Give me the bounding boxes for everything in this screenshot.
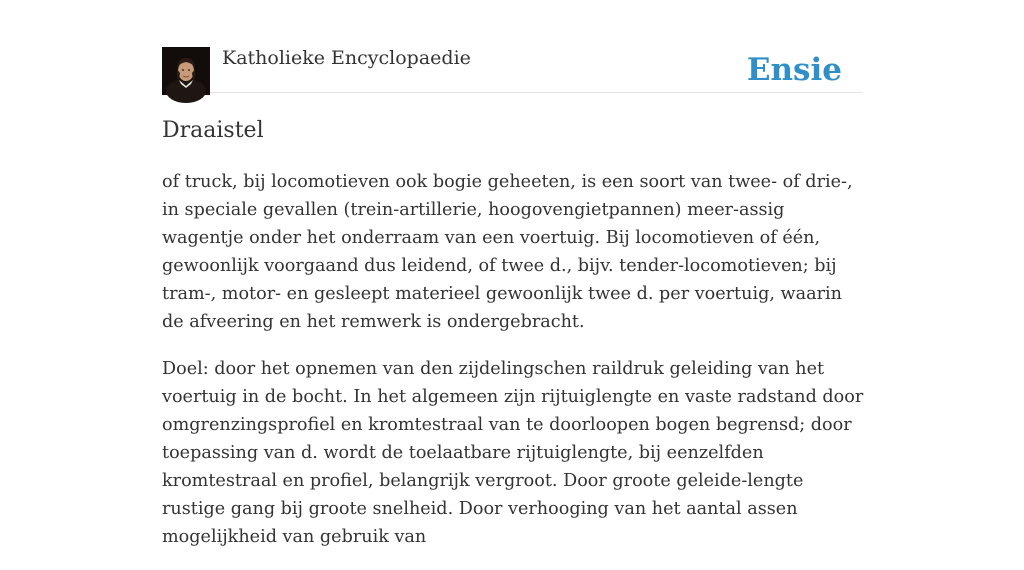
- article-paragraph: of truck, bij locomotieven ook bogie geheeten, is een soort van twee- of drie-, in speciale gevallen (trein-artillerie, hoogovengietpannen) meer-assig wagentje onder het onderraam van een voertuig. Bij locomotieven of één, gewoonlijk voorgaand dus leidend, of twee d., bijv. tender-locomotieven; bij tram-, motor- en gesleept materieel gewoonlijk twee d. per voertuig, waarin de afveering en het remwerk is ondergebracht.: [162, 172, 853, 332]
- article-paragraph: Doel: door het opnemen van den zijdelingschen raildruk geleiding van het voertuig in de bocht. In het algemeen zijn rijtuiglengte en vaste radstand door omgrenzingsprofiel en kromtestraal van te doorloopen bogen begrensd; door toepassing van d. wordt de toelaatbare rijtuiglengte, bij eenzelfden kromtestraal en profiel, belangrijk vergroot. Door groote geleide-lengte rustige gang bij groote snelheid. Door verhooging van het aantal assen mogelijkheid van gebruik van: [162, 359, 864, 547]
- source-name[interactable]: Katholieke Encyclopaedie: [222, 47, 471, 69]
- portrait-avatar-image: [162, 47, 210, 95]
- portrait-avatar-icon[interactable]: [162, 47, 210, 95]
- article-title: Draaistel: [162, 118, 264, 143]
- brand-logo[interactable]: Ensie: [746, 52, 842, 88]
- site-header: [162, 46, 862, 93]
- article-body: [162, 168, 868, 570]
